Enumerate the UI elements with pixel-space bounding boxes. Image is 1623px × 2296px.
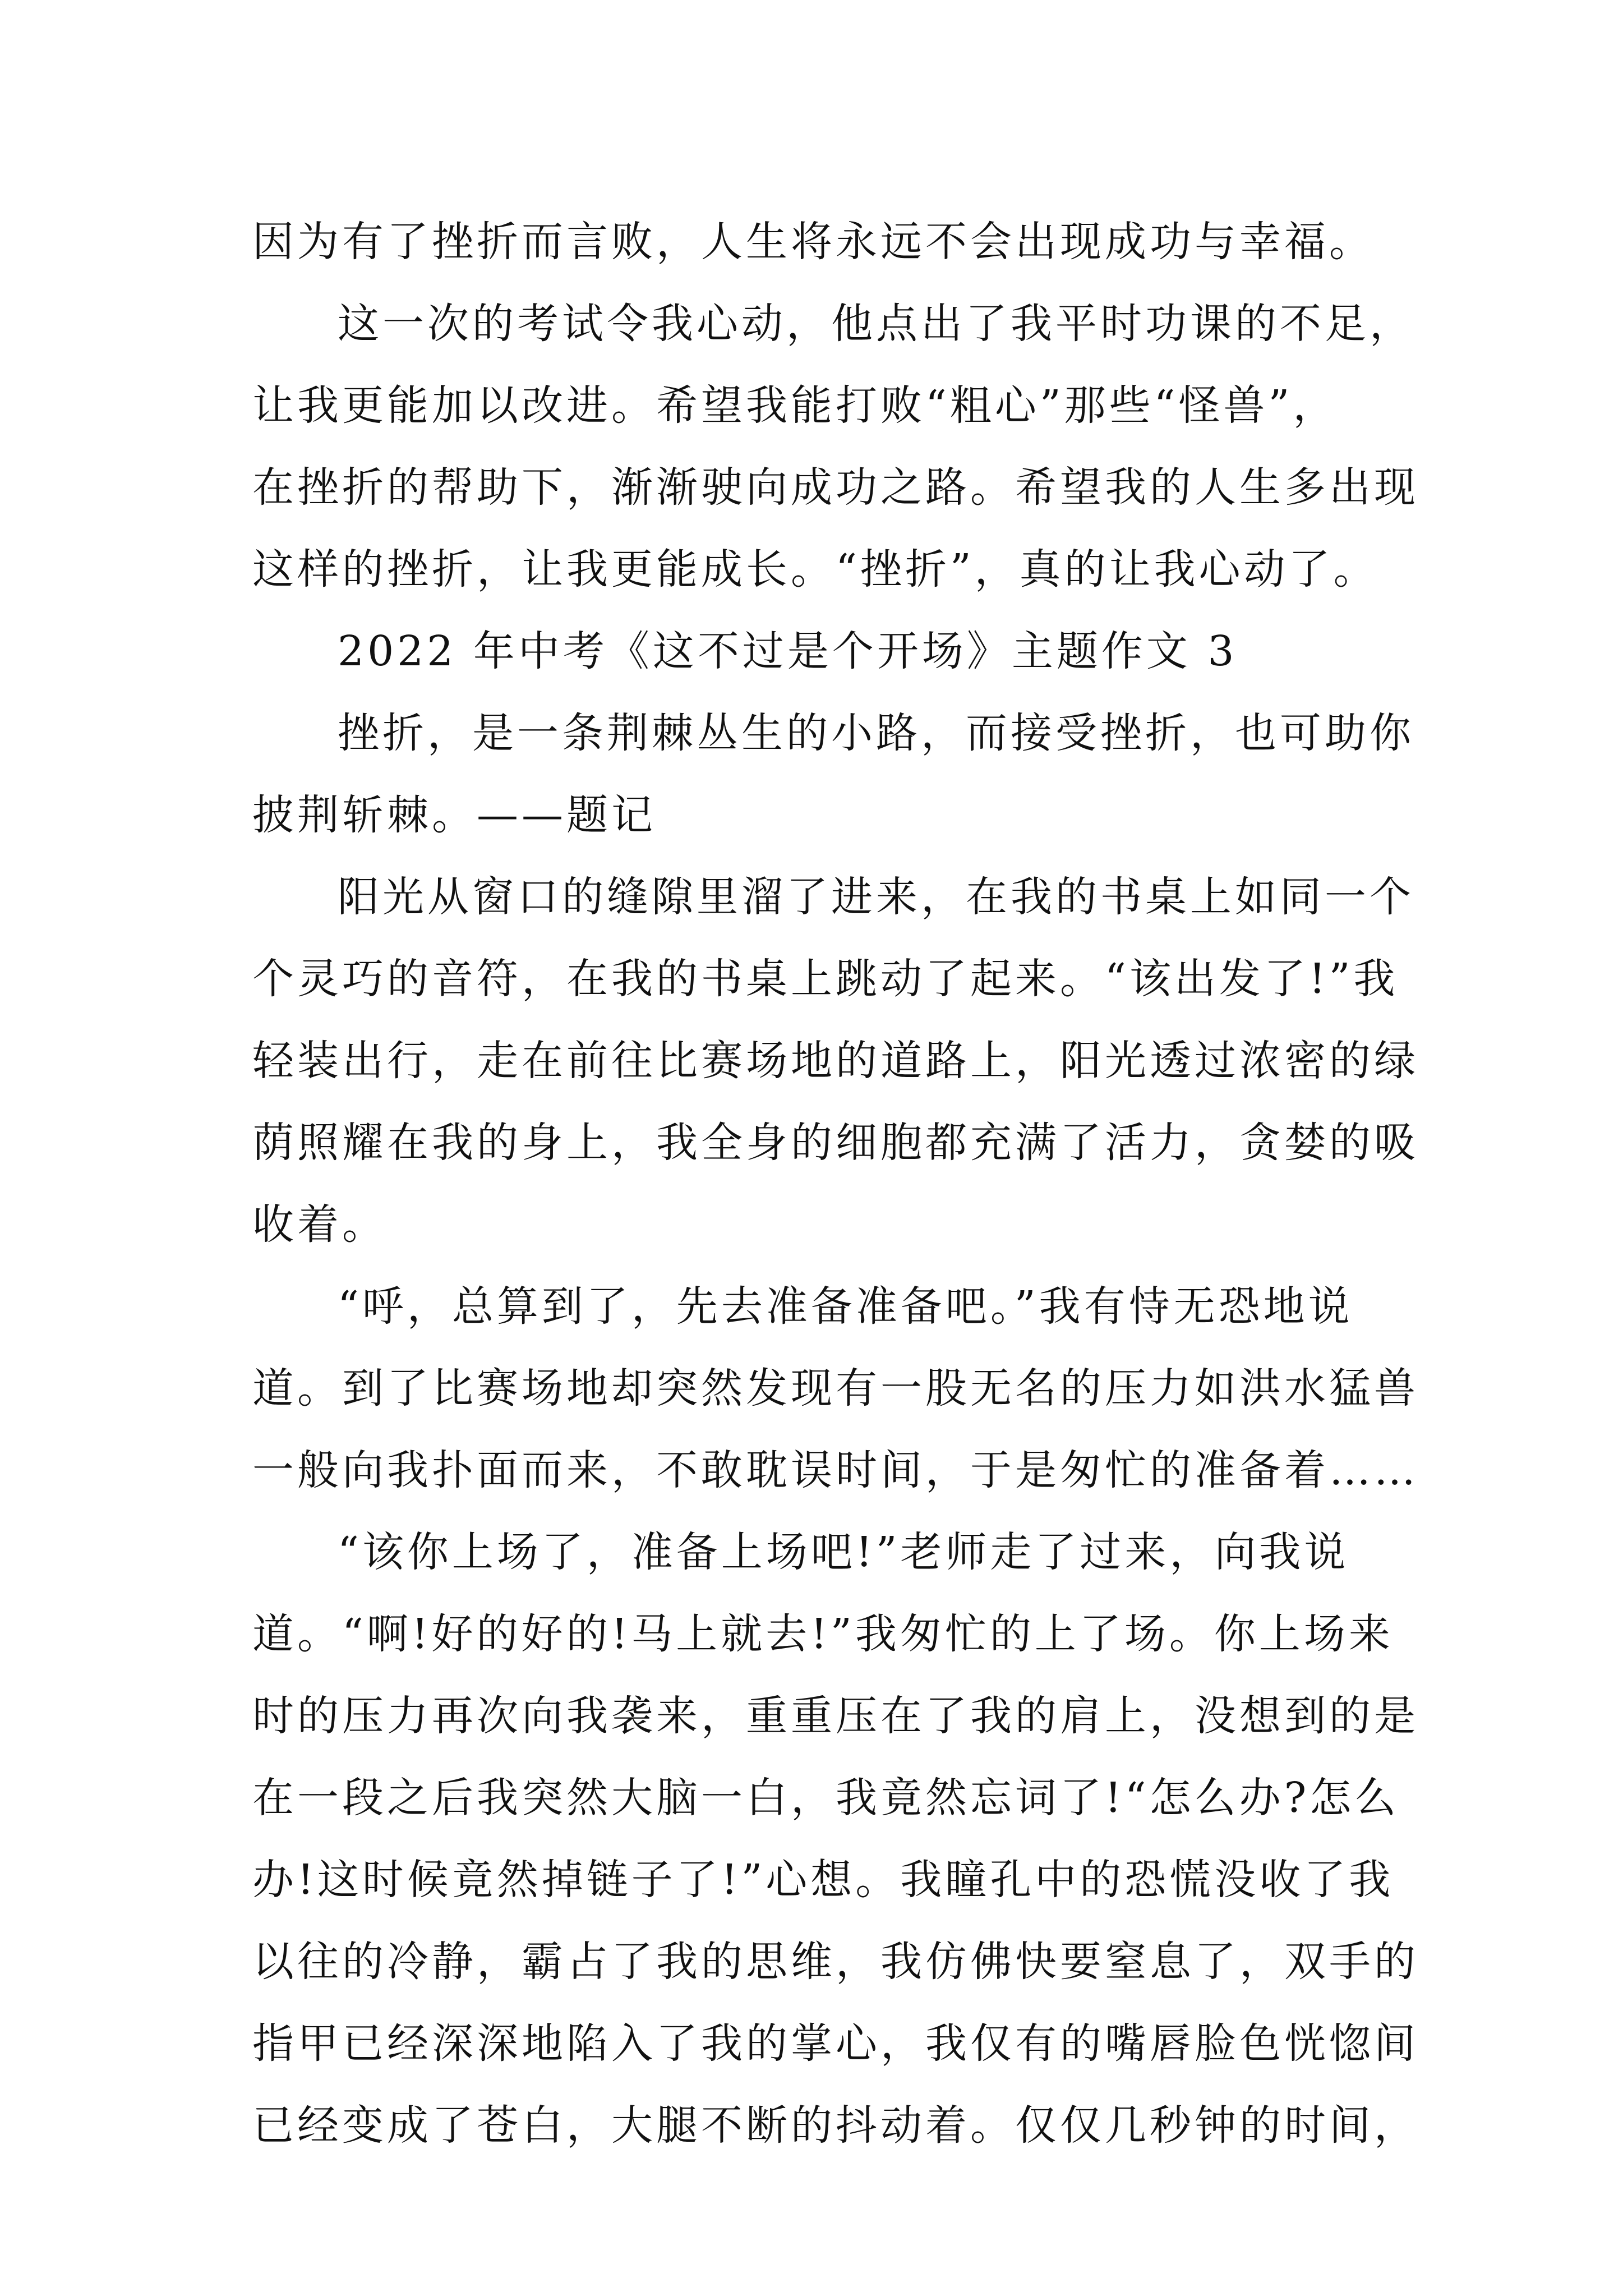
text-line: 披荆斩棘。——题记 (252, 791, 656, 839)
text-line: “呼，总算到了，先去准备准备吧。”我有恃无恐地说 (338, 1282, 1353, 1331)
text-line: 在挫折的帮助下，渐渐驶向成功之路。希望我的人生多出现 (252, 463, 1419, 512)
text-line: 办!这时候竟然掉链子了!”心想。我瞳孔中的恐慌没收了我 (252, 1856, 1394, 1904)
section-heading: 2022 年中考《这不过是个开场》主题作文 3 (338, 627, 1238, 675)
text-line: 一般向我扑面而来，不敢耽误时间，于是匆忙的准备着…… (252, 1446, 1419, 1494)
text-line: 因为有了挫折而言败，人生将永远不会出现成功与幸福。 (252, 218, 1374, 266)
text-line: 挫折，是一条荆棘丛生的小路，而接受挫折，也可助你 (338, 709, 1414, 757)
text-line: 轻装出行，走在前往比赛场地的道路上，阳光透过浓密的绿 (252, 1037, 1419, 1085)
text-line: 已经变成了苍白，大腿不断的抖动着。仅仅几秒钟的时间， (252, 2101, 1419, 2150)
text-line: 收着。 (252, 1200, 387, 1249)
text-line: 这一次的考试令我心动，他点出了我平时功课的不足， (338, 300, 1414, 348)
text-line: 让我更能加以改进。希望我能打败“粗心”那些“怪兽”， (252, 381, 1338, 430)
text-line: 以往的冷静，霸占了我的思维，我仿佛快要窒息了，双手的 (252, 1938, 1419, 1986)
text-line: 指甲已经深深地陷入了我的掌心，我仅有的嘴唇脸色恍惚间 (252, 2019, 1419, 2068)
text-line: 荫照耀在我的身上，我全身的细胞都充满了活力，贪婪的吸 (252, 1119, 1419, 1167)
text-line: 道。“啊!好的好的!马上就去!”我匆忙的上了场。你上场来 (252, 1610, 1394, 1658)
text-line: 道。到了比赛场地却突然发现有一股无名的压力如洪水猛兽 (252, 1364, 1419, 1412)
text-line: 个灵巧的音符，在我的书桌上跳动了起来。“该出发了!”我 (252, 955, 1399, 1003)
text-line: 在一段之后我突然大脑一白，我竟然忘词了!“怎么办?怎么 (252, 1774, 1400, 1822)
text-line: 这样的挫折，让我更能成长。“挫折”，真的让我心动了。 (252, 545, 1378, 593)
text-line: 时的压力再次向我袭来，重重压在了我的肩上，没想到的是 (252, 1692, 1419, 1740)
text-line: “该你上场了，准备上场吧!”老师走了过来，向我说 (338, 1528, 1349, 1576)
text-line: 阳光从窗口的缝隙里溜了进来，在我的书桌上如同一个 (338, 873, 1414, 921)
